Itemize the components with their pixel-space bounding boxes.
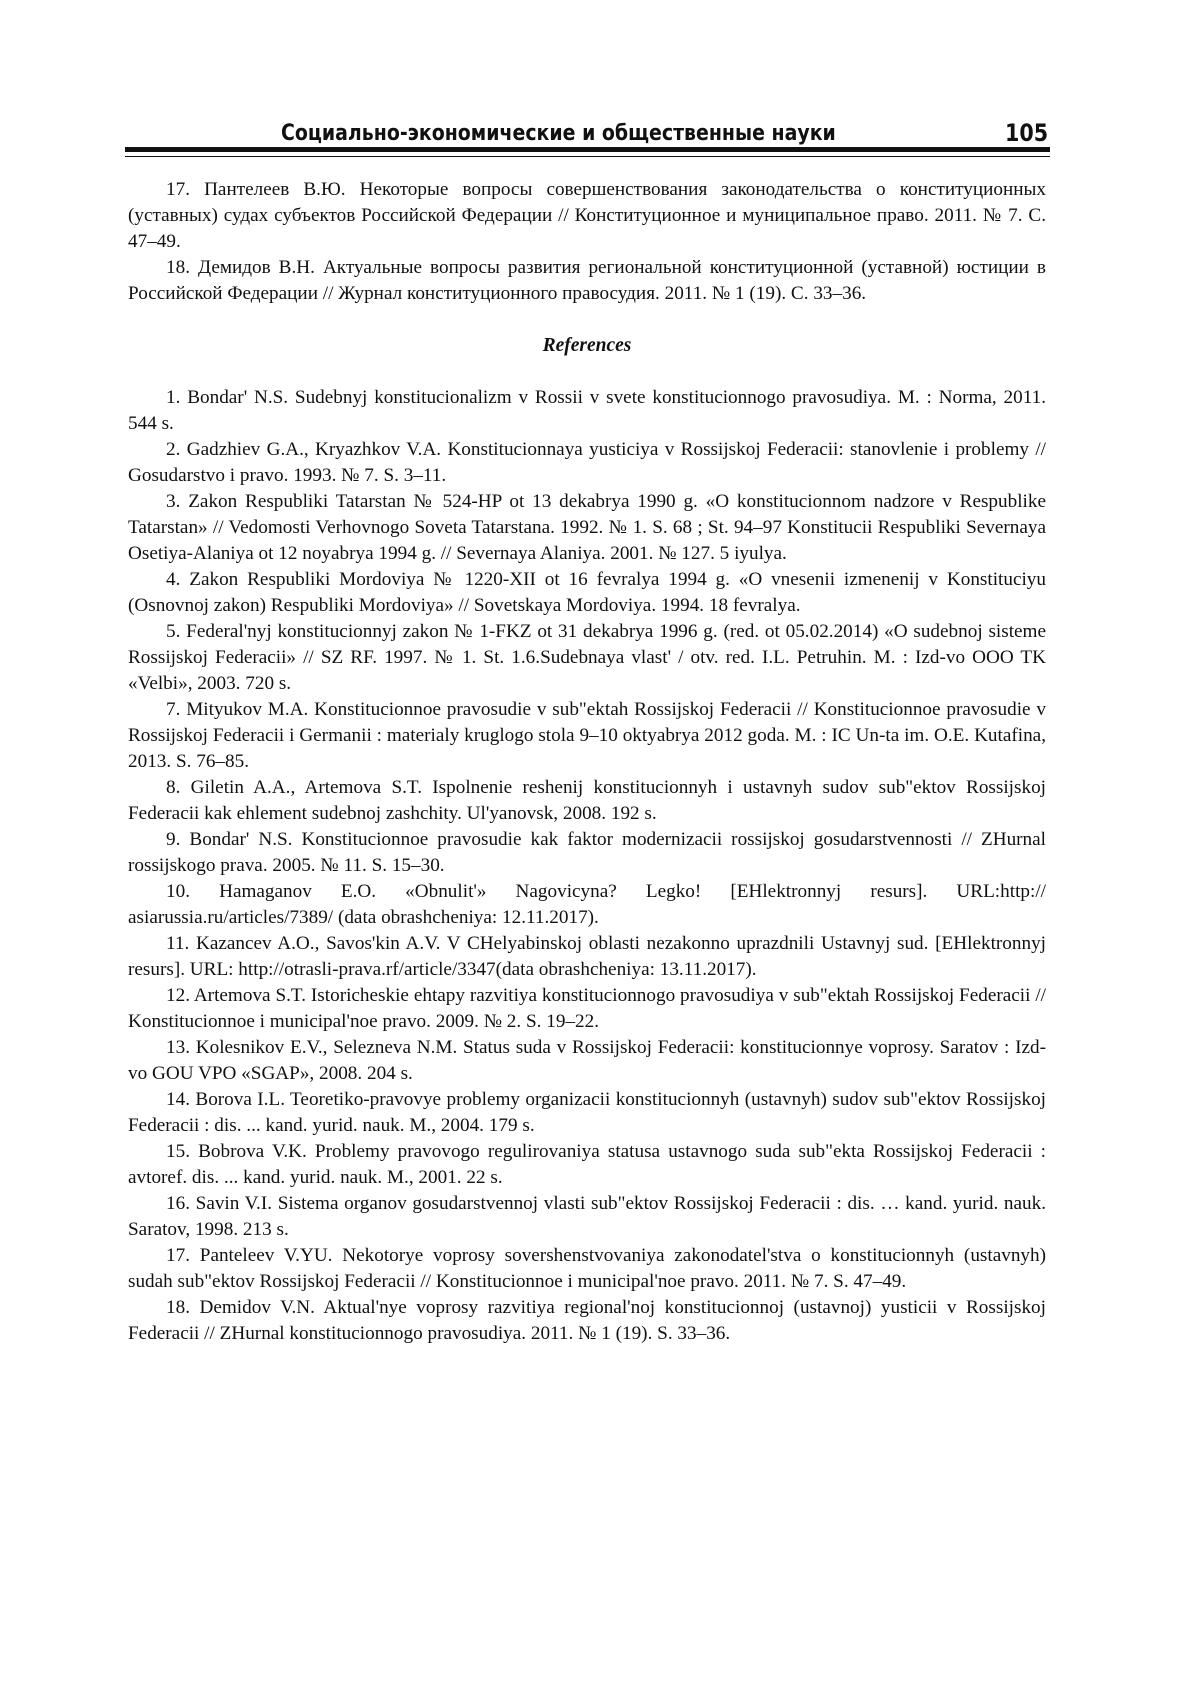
ru-reference-18: 18. Демидов В.Н. Актуальные вопросы развития региональной конституционной (уставной) юстиции в Российской Федерации // Журнал конституционного правосудия. 2011. № 1 (19). С. 33–36. [128,257,1046,304]
reference-2: 2. Gadzhiev G.A., Kryazhkov V.A. Konstitucionnaya yusticiya v Rossijskoj Federacii: stanovlenie i problemy // Gosudarstvo i pravo. 1993. № 7. S. 3–11. [128,439,1046,486]
article-body [128,177,1046,1347]
header-rule [125,156,1050,157]
journal-section-title: Социально-экономические и общественные науки [281,121,836,146]
reference-7: 7. Mityukov M.A. Konstitucionnoe pravosudie v sub"ektah Rossijskoj Federacii // Konstitucionnoe pravosudie v Rossijskoj Federacii i Germanii : materialy kruglogo stola 9–10 oktyabrya 2012 goda. M. : IC Un-ta im. O.E. Kutafina, 2013. S. 76–85. [128,699,1046,772]
reference-8: 8. Giletin A.A., Artemova S.T. Ispolnenie reshenij konstitucionnyh i ustavnyh sudov sub"ektov Rossijskoj Federacii kak ehlement sudebnoj zashchity. Ul'yanovsk, 2008. 192 s. [128,777,1046,824]
running-header [125,118,1050,152]
reference-5: 5. Federal'nyj konstitucionnyj zakon № 1-FKZ ot 31 dekabrya 1996 g. (red. ot 05.02.2014) «O sudebnoj sisteme Rossijskoj Federacii» // SZ RF. 1997. № 1. St. 1.6.Sudebnaya vlast' / otv. red. I.L. Petruhin. M. : Izd-vo OOO TK «Velbi», 2003. 720 s. [128,621,1046,694]
reference-3: 3. Zakon Respubliki Tatarstan № 524-HP ot 13 dekabrya 1990 g. «O konstitucionnom nadzore v Respublike Tatarstan» // Vedomosti Verhovnogo Soveta Tatarstana. 1992. № 1. S. 68 ; St. 94–97 Konstitucii Respubliki Severnaya Osetiya-Alaniya ot 12 noyabrya 1994 g. // Severnaya Alaniya. 2001. № 127. 5 iyulya. [128,491,1046,564]
reference-12: 12. Artemova S.T. Istoricheskie ehtapy razvitiya konstitucionnogo pravosudiya v sub"ektah Rossijskoj Federacii // Konstitucionnoe i municipal'noe pravo. 2009. № 2. S. 19–22. [128,985,1046,1032]
reference-18: 18. Demidov V.N. Aktual'nye voprosy razvitiya regional'noj konstitucionnoj (ustavnoj) yusticii v Rossijskoj Federacii // ZHurnal konstitucionnogo pravosudiya. 2011. № 1 (19). S. 33–36. [128,1297,1046,1344]
reference-15: 15. Bobrova V.K. Problemy pravovogo regulirovaniya statusa ustavnogo suda sub"ekta Rossijskoj Federacii : avtoref. dis. ... kand. yurid. nauk. M., 2001. 22 s. [128,1141,1046,1188]
reference-14: 14. Borova I.L. Teoretiko-pravovye problemy organizacii konstitucionnyh (ustavnyh) sudov sub"ektov Rossijskoj Federacii : dis. ... kand. yurid. nauk. M., 2004. 179 s. [128,1089,1046,1136]
page-number: 105 [1004,119,1048,147]
reference-16: 16. Savin V.I. Sistema organov gosudarstvennoj vlasti sub"ektov Rossijskoj Federacii : dis. … kand. yurid. nauk. Saratov, 1998. 213 s. [128,1193,1046,1240]
references-heading: References [542,335,632,356]
reference-13: 13. Kolesnikov E.V., Selezneva N.M. Status suda v Rossijskoj Federacii: konstitucionnye voprosy. Saratov : Izd-vo GOU VPO «SGAP», 2008. 204 s. [128,1037,1046,1084]
reference-10: 10. Hamaganov E.O. «Obnulit'» Nagovicyna? Legko! [EHlektronnyj resurs]. URL:http:// asiarussia.ru/articles/7389/ (data obrashcheniya: 12.11.2017). [128,881,1046,928]
reference-17: 17. Panteleev V.YU. Nekotorye voprosy sovershenstvovaniya zakonodatel'stva o konstitucionnyh (ustavnyh) sudah sub"ektov Rossijskoj Federacii // Konstitucionnoe i municipal'noe pravo. 2011. № 7. S. 47–49. [128,1245,1046,1292]
reference-1: 1. Bondar' N.S. Sudebnyj konstitucionalizm v Rossii v svete konstitucionnogo pravosudiya. M. : Norma, 2011. 544 s. [128,387,1046,434]
reference-4: 4. Zakon Respubliki Mordoviya № 1220-XII ot 16 fevralya 1994 g. «O vnesenii izmenenij v Konstituciyu (Osnovnoj zakon) Respubliki Mordoviya» // Sovetskaya Mordoviya. 1994. 18 fevralya. [128,569,1046,616]
reference-9: 9. Bondar' N.S. Konstitucionnoe pravosudie kak faktor modernizacii rossijskoj gosudarstvennosti // ZHurnal rossijskogo prava. 2005. № 11. S. 15–30. [128,829,1046,876]
reference-11: 11. Kazancev A.O., Savos'kin A.V. V CHelyabinskoj oblasti nezakonno uprazdnili Ustavnyj sud. [EHlektronnyj resurs]. URL: http://otrasli-prava.rf/article/3347(data obrashcheniya: 13.11.2017). [128,933,1046,980]
ru-reference-17: 17. Пантелеев В.Ю. Некоторые вопросы совершенствования законодательства о конституционных (уставных) судах субъектов Российской Федерации // Конституционное и муниципальное право. 2011. № 7. С. 47–49. [128,179,1046,252]
